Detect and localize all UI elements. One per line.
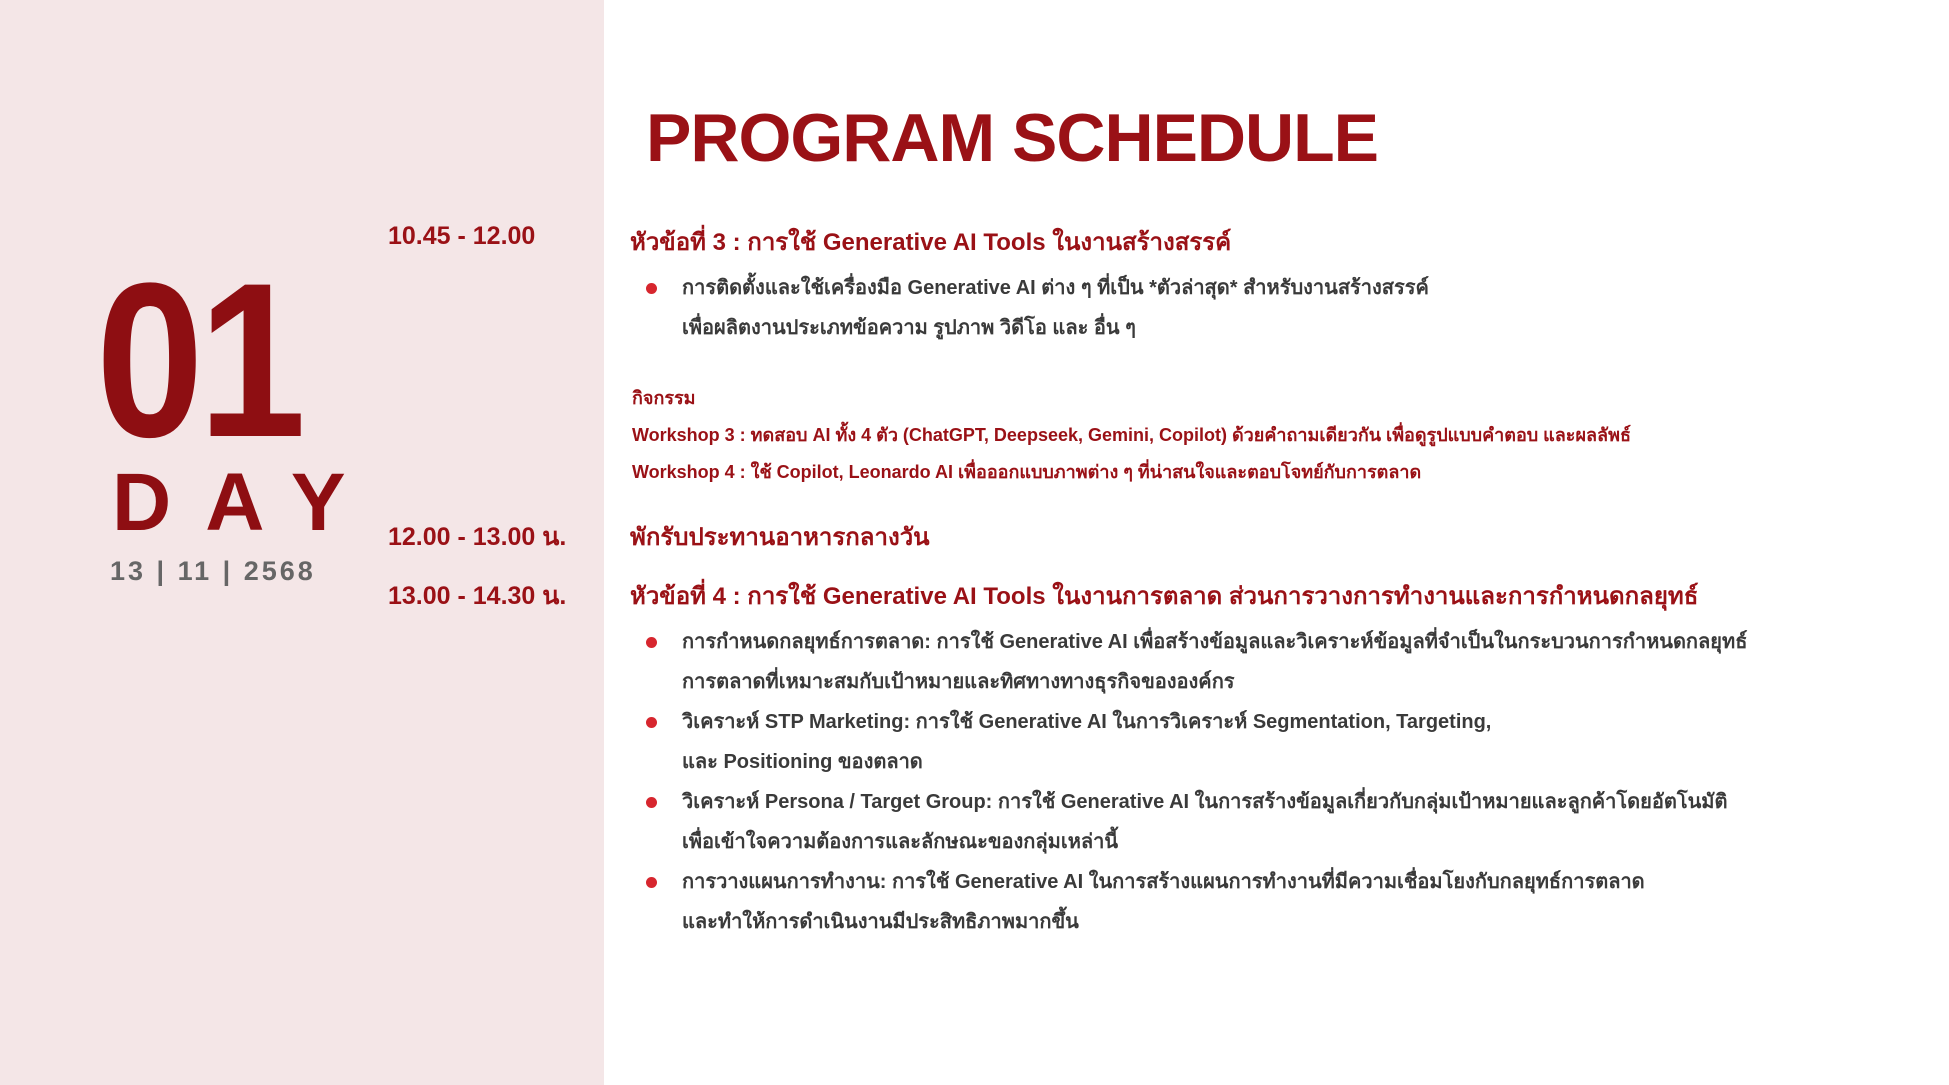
session-3-bullet-2 xyxy=(646,706,1906,786)
day-number: 01 xyxy=(96,237,301,483)
bullet-line-1: การติดตั้งและใช้เครื่องมือ Generative AI ต่าง ๆ ที่เป็น *ตัวล่าสุด* สำหรับงานสร้างสรรค์ xyxy=(682,277,1429,299)
bullet-line-2: เพื่อเข้าใจความต้องการและลักษณะของกลุ่มเหล่านี้ xyxy=(682,831,1119,853)
day-label: DAY xyxy=(112,457,380,548)
bullet-line-2: เพื่อผลิตงานประเภทข้อความ รูปภาพ วิดีโอ และ อื่น ๆ xyxy=(682,317,1136,339)
workshop-3: Workshop 3 : ทดสอบ AI ทั้ง 4 ตัว (ChatGPT, Deepseek, Gemini, Copilot) ด้วยคำถามเดียวกัน เพื่อดูรูปแบบคำตอบ และผลลัพธ์ xyxy=(632,425,1631,445)
bullet-dot-icon xyxy=(646,637,657,648)
bullet-line-2: และ Positioning ของตลาด xyxy=(682,751,923,773)
session-2-time: 12.00 - 13.00 น. xyxy=(388,523,567,551)
bullet-line-1: การวางแผนการทำงาน: การใช้ Generative AI ในการสร้างแผนการทำงานที่มีความเชื่อมโยงกับกลยุทธ์การตลาด xyxy=(682,871,1645,893)
bullet-line-1: วิเคราะห์ STP Marketing: การใช้ Generative AI ในการวิเคราะห์ Segmentation, Targeting, xyxy=(682,711,1492,733)
session-3-topic: หัวข้อที่ 4 : การใช้ Generative AI Tools ในงานการตลาด ส่วนการวางการทำงานและการกำหนดกลยุทธ์ xyxy=(630,583,1699,610)
session-3-bullet-1 xyxy=(646,626,1906,706)
session-3-bullet-4 xyxy=(646,866,1906,946)
bullet-dot-icon xyxy=(646,283,657,294)
bullet-line-1: วิเคราะห์ Persona / Target Group: การใช้ Generative AI ในการสร้างข้อมูลเกี่ยวกับกลุ่มเป้าหมายและลูกค้าโดยอัตโนมัติ xyxy=(682,791,1728,813)
page-title: PROGRAM SCHEDULE xyxy=(646,100,1379,176)
session-3-time: 13.00 - 14.30 น. xyxy=(388,582,567,610)
session-1-bullet-1 xyxy=(646,272,1906,352)
bullet-line-2: การตลาดที่เหมาะสมกับเป้าหมายและทิศทางทางธุรกิจขององค์กร xyxy=(682,671,1235,693)
bullet-dot-icon xyxy=(646,717,657,728)
session-1-time: 10.45 - 12.00 xyxy=(388,222,536,250)
session-3-bullet-3 xyxy=(646,786,1906,866)
bullet-dot-icon xyxy=(646,877,657,888)
bullet-dot-icon xyxy=(646,797,657,808)
activity-label: กิจกรรม xyxy=(632,388,696,408)
day-date: 13 | 11 | 2568 xyxy=(110,556,316,586)
bullet-line-1: การกำหนดกลยุทธ์การตลาด: การใช้ Generative AI เพื่อสร้างข้อมูลและวิเคราะห์ข้อมูลที่จำเป็นในกระบวนการกำหนดกลยุทธ์ xyxy=(682,631,1748,653)
bullet-line-2: และทำให้การดำเนินงานมีประสิทธิภาพมากขึ้น xyxy=(682,911,1079,933)
workshop-4: Workshop 4 : ใช้ Copilot, Leonardo AI เพื่อออกแบบภาพต่าง ๆ ที่น่าสนใจและตอบโจทย์กับการตลาด xyxy=(632,462,1422,482)
session-1-topic: หัวข้อที่ 3 : การใช้ Generative AI Tools ในงานสร้างสรรค์ xyxy=(630,229,1232,256)
session-2-topic: พักรับประทานอาหารกลางวัน xyxy=(630,524,930,551)
